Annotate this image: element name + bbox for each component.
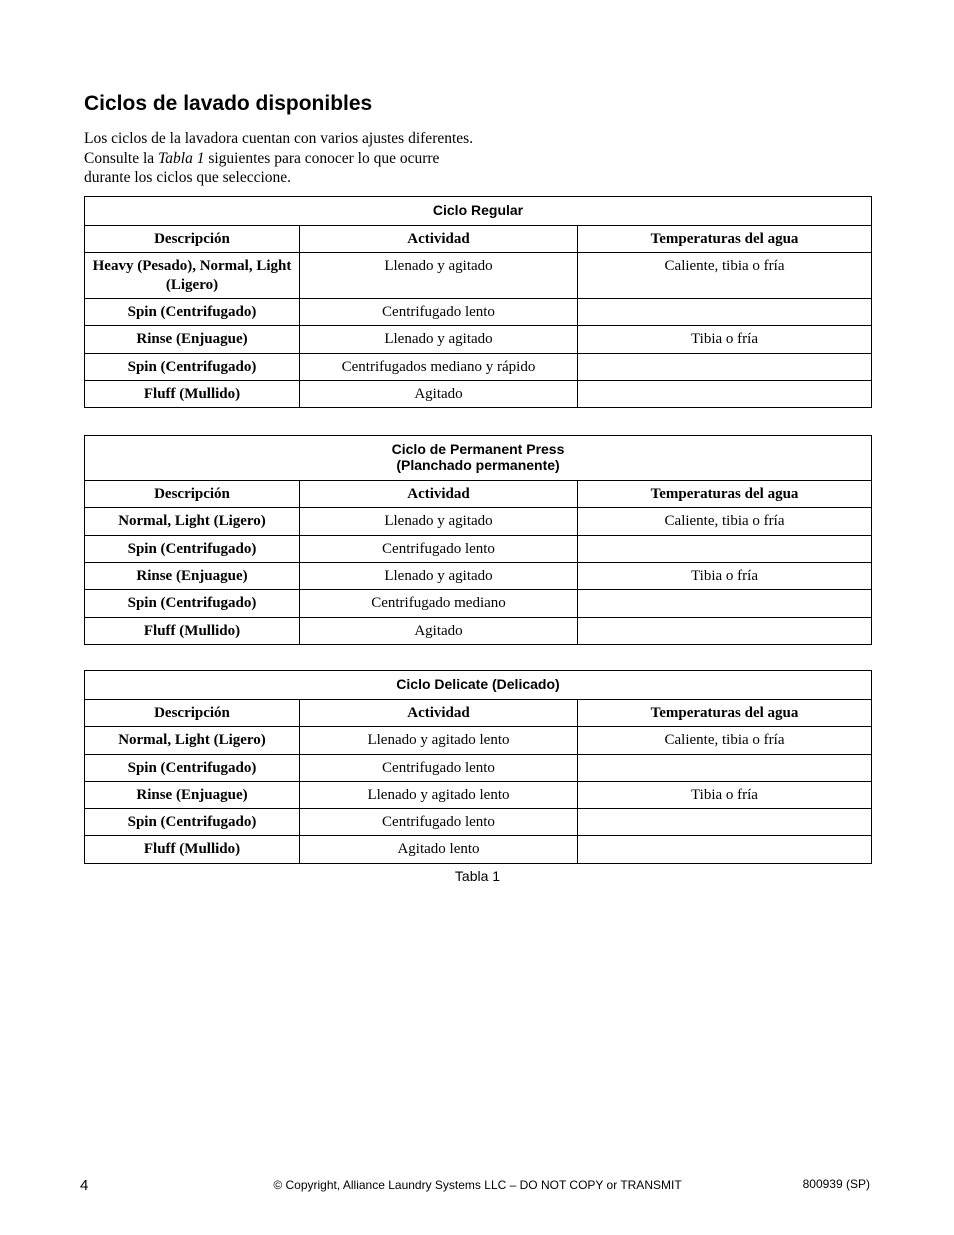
table-title (85, 436, 872, 481)
table-row (85, 836, 872, 864)
cell-descripcion: Rinse (Enjuague) (85, 326, 300, 354)
table-title-line: (Planchado permanente) (396, 457, 560, 473)
column-header-temperaturas: Temperaturas del agua (578, 481, 872, 508)
table-row (85, 253, 872, 299)
cell-temperatura (578, 836, 872, 864)
cell-actividad: Agitado (300, 618, 578, 645)
cell-temperatura (578, 354, 872, 381)
cell-descripcion: Fluff (Mullido) (85, 618, 300, 645)
cell-temperatura (578, 536, 872, 563)
table-row (85, 618, 872, 645)
cell-descripcion: Heavy (Pesado), Normal, Light (Ligero) (85, 253, 300, 299)
section-heading: Ciclos de lavado disponibles (84, 92, 373, 115)
cell-actividad: Centrifugados mediano y rápido (300, 354, 578, 381)
cell-temperatura (578, 809, 872, 836)
cell-descripcion: Spin (Centrifugado) (85, 299, 300, 326)
cell-actividad: Llenado y agitado (300, 326, 578, 354)
cell-actividad: Centrifugado lento (300, 755, 578, 782)
cell-actividad: Llenado y agitado (300, 563, 578, 590)
intro-paragraph (84, 129, 484, 188)
cell-actividad: Centrifugado lento (300, 536, 578, 563)
cell-temperatura (578, 590, 872, 618)
table-row (85, 809, 872, 836)
cell-actividad: Llenado y agitado lento (300, 782, 578, 809)
cell-temperatura: Tibia o fría (578, 326, 872, 354)
cell-temperatura (578, 299, 872, 326)
cell-temperatura (578, 381, 872, 408)
cell-temperatura: Caliente, tibia o fría (578, 727, 872, 755)
cell-descripcion: Spin (Centrifugado) (85, 354, 300, 381)
cell-descripcion: Rinse (Enjuague) (85, 563, 300, 590)
table-row (85, 381, 872, 408)
cell-descripcion: Spin (Centrifugado) (85, 536, 300, 563)
column-header-temperaturas: Temperaturas del agua (578, 226, 872, 253)
table-title (85, 671, 872, 700)
cell-actividad: Centrifugado lento (300, 299, 578, 326)
document-number: 800939 (SP) (802, 1177, 870, 1191)
cell-descripcion: Spin (Centrifugado) (85, 755, 300, 782)
cell-descripcion: Normal, Light (Ligero) (85, 508, 300, 536)
table-row (85, 727, 872, 755)
cell-descripcion: Normal, Light (Ligero) (85, 727, 300, 755)
cell-descripcion: Fluff (Mullido) (85, 381, 300, 408)
table-caption: Tabla 1 (454, 868, 501, 884)
table-reference: Tabla 1 (158, 149, 205, 167)
cell-descripcion: Spin (Centrifugado) (85, 809, 300, 836)
table-title-line: Ciclo Delicate (Delicado) (396, 676, 560, 692)
cell-descripcion: Spin (Centrifugado) (85, 590, 300, 618)
table-ciclo-regular (84, 196, 872, 408)
cell-descripcion: Fluff (Mullido) (85, 836, 300, 864)
table-row (85, 590, 872, 618)
cell-temperatura: Tibia o fría (578, 563, 872, 590)
table-ciclo-permanent-press (84, 435, 872, 645)
table-row (85, 326, 872, 354)
cell-actividad: Llenado y agitado (300, 508, 578, 536)
column-header-descripcion: Descripción (85, 226, 300, 253)
cell-actividad: Centrifugado mediano (300, 590, 578, 618)
cell-actividad: Centrifugado lento (300, 809, 578, 836)
table-ciclo-delicate (84, 670, 872, 864)
table-row (85, 755, 872, 782)
cell-actividad: Llenado y agitado (300, 253, 578, 299)
table-title-line: Ciclo de Permanent Press (391, 441, 565, 457)
column-header-actividad: Actividad (300, 700, 578, 727)
cell-descripcion: Rinse (Enjuague) (85, 782, 300, 809)
column-header-actividad: Actividad (300, 226, 578, 253)
table-row (85, 354, 872, 381)
column-header-actividad: Actividad (300, 481, 578, 508)
page-number: 4 (80, 1177, 89, 1194)
column-header-descripcion: Descripción (85, 700, 300, 727)
table-row (85, 508, 872, 536)
column-header-descripcion: Descripción (85, 481, 300, 508)
copyright-notice: © Copyright, Alliance Laundry Systems LLC – DO NOT COPY or TRANSMIT (273, 1178, 682, 1192)
cell-actividad: Llenado y agitado lento (300, 727, 578, 755)
table-row (85, 536, 872, 563)
table-title-line: Ciclo Regular (432, 202, 524, 218)
table-title (85, 197, 872, 226)
table-row (85, 563, 872, 590)
cell-temperatura (578, 755, 872, 782)
cell-temperatura: Caliente, tibia o fría (578, 508, 872, 536)
cell-temperatura (578, 618, 872, 645)
cell-temperatura: Caliente, tibia o fría (578, 253, 872, 299)
cell-temperatura: Tibia o fría (578, 782, 872, 809)
cell-actividad: Agitado (300, 381, 578, 408)
table-row (85, 299, 872, 326)
intro-text-after: siguientes para conocer lo que ocurre durante los ciclos que seleccione. (84, 149, 440, 186)
intro-text-before: Los ciclos de la lavadora cuentan con varios ajustes diferentes. Consulte la (84, 130, 474, 167)
table-row (85, 782, 872, 809)
column-header-temperaturas: Temperaturas del agua (578, 700, 872, 727)
cell-actividad: Agitado lento (300, 836, 578, 864)
